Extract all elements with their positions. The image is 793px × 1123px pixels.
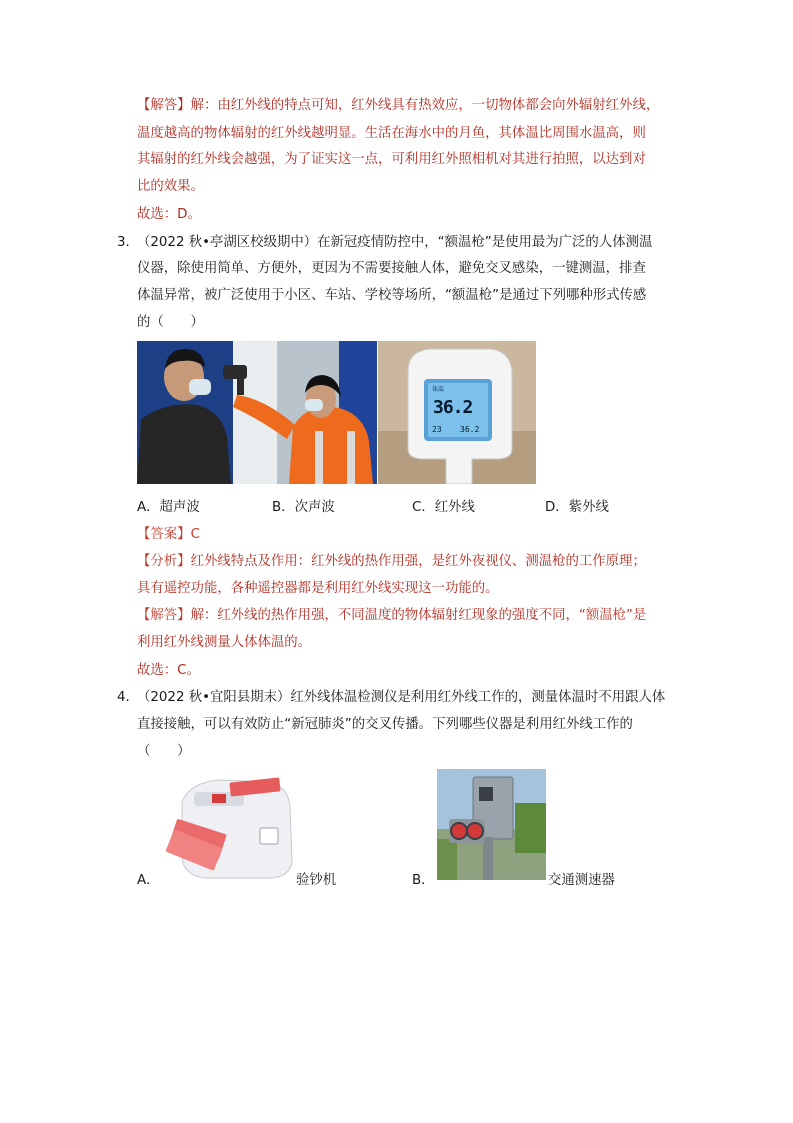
q3-solution-text-1a: 解：红外线的热作用强，不同温度的物体辐射红现象的强度不同， — [190, 608, 579, 623]
q3-stem-line-2: 仪器，除使用简单、方便外，更因为不需要接触人体，避免交叉感染，一键测温，排查 — [137, 261, 646, 276]
q3-solution-line-1 — [137, 606, 646, 626]
thermometer-main-reading: 36.2 — [433, 397, 473, 418]
q4-stem-line-1: （2022 秋•宜阳县期末）红外线体温检测仪是利用红外线工作的，测量体温时不用跟人体 — [137, 690, 666, 705]
prev-solution-line-3: 其辐射的红外线会越强，为了证实这一点，可利用红外照相机对其进行拍照，以达到对 — [137, 152, 646, 167]
q4-option-b-image — [437, 769, 546, 880]
q4-option-a-label[interactable]: 验钞机 — [296, 873, 337, 888]
q3-analysis-tag: 【分析】 — [137, 554, 191, 569]
thermometer-header-text: 体温 — [432, 386, 445, 393]
q4-stem-line-2: 直接接触，可以有效防止“新冠肺炎”的交叉传播。下列哪些仪器是利用红外线工作的 — [137, 717, 633, 732]
q3-choice: 故选：C。 — [137, 663, 200, 678]
q3-stem-line-4: 的（ ） — [137, 315, 204, 330]
q3-answer-value: C — [190, 527, 200, 542]
q4-number: 4． — [117, 690, 139, 705]
prev-solution-choice: 故选：D。 — [137, 207, 201, 222]
q3-option-b[interactable]: B．次声波 — [272, 500, 335, 515]
prev-solution-line-4: 比的效果。 — [137, 179, 204, 194]
prev-solution-tag: 【解答】 — [137, 98, 191, 113]
q3-analysis-line-1 — [137, 552, 646, 572]
thermometer-sub-right: 36.2 — [460, 425, 480, 434]
money-counter-illustration — [160, 772, 294, 882]
prev-solution-line-1 — [137, 96, 659, 116]
q3-option-a[interactable]: A．超声波 — [137, 500, 200, 515]
q3-stem-line-1: （2022 秋•亭湖区校级期中）在新冠疫情防控中，“额温枪”是使用最为广泛的人体测温 — [137, 235, 653, 250]
q3-analysis-text-1: 红外线特点及作用：红外线的热作用强，是红外夜视仪、测温枪的工作原理； — [190, 554, 646, 569]
q3-analysis-line-2: 具有遥控功能，各种遥控器都是利用红外线实现这一功能的。 — [137, 581, 499, 596]
q3-answer-line — [137, 525, 200, 545]
q4-option-a-image — [160, 772, 294, 882]
q3-stem-line-3: 体温异常，被广泛使用于小区、车站、学校等场所，“额温枪”是通过下列哪种形式传感 — [137, 288, 647, 303]
q3-number: 3． — [117, 235, 139, 250]
q3-solution-text-1b: “额温枪”是 — [578, 608, 647, 623]
q3-solution-tag: 【解答】 — [137, 608, 191, 623]
q4-option-b-label[interactable]: 交通测速器 — [548, 873, 615, 888]
q4-stem-line-3: （ ） — [137, 744, 191, 759]
q4-option-b-letter[interactable]: B． — [412, 873, 435, 888]
q3-option-d[interactable]: D．紫外线 — [545, 500, 609, 515]
prev-solution-text-1: 解：由红外线的特点可知，红外线具有热效应，一切物体都会向外辐射红外线， — [190, 98, 660, 113]
prev-solution-line-2: 温度越高的物体辐射的红外线越明显。生活在海水中的月鱼，其体温比周围水温高，则 — [137, 126, 646, 141]
speed-camera-illustration — [437, 769, 546, 880]
q3-solution-line-2: 利用红外线测量人体体温的。 — [137, 635, 312, 650]
temperature-check-illustration — [137, 341, 377, 484]
q4-option-a-letter[interactable]: A． — [137, 873, 160, 888]
thermometer-sub-left: 23 — [432, 425, 442, 434]
q3-photo-temperature-check — [137, 341, 377, 484]
q3-answer-tag: 【答案】 — [137, 527, 191, 542]
q3-photo-thermometer — [378, 341, 536, 484]
q3-option-c[interactable]: C．红外线 — [412, 500, 475, 515]
